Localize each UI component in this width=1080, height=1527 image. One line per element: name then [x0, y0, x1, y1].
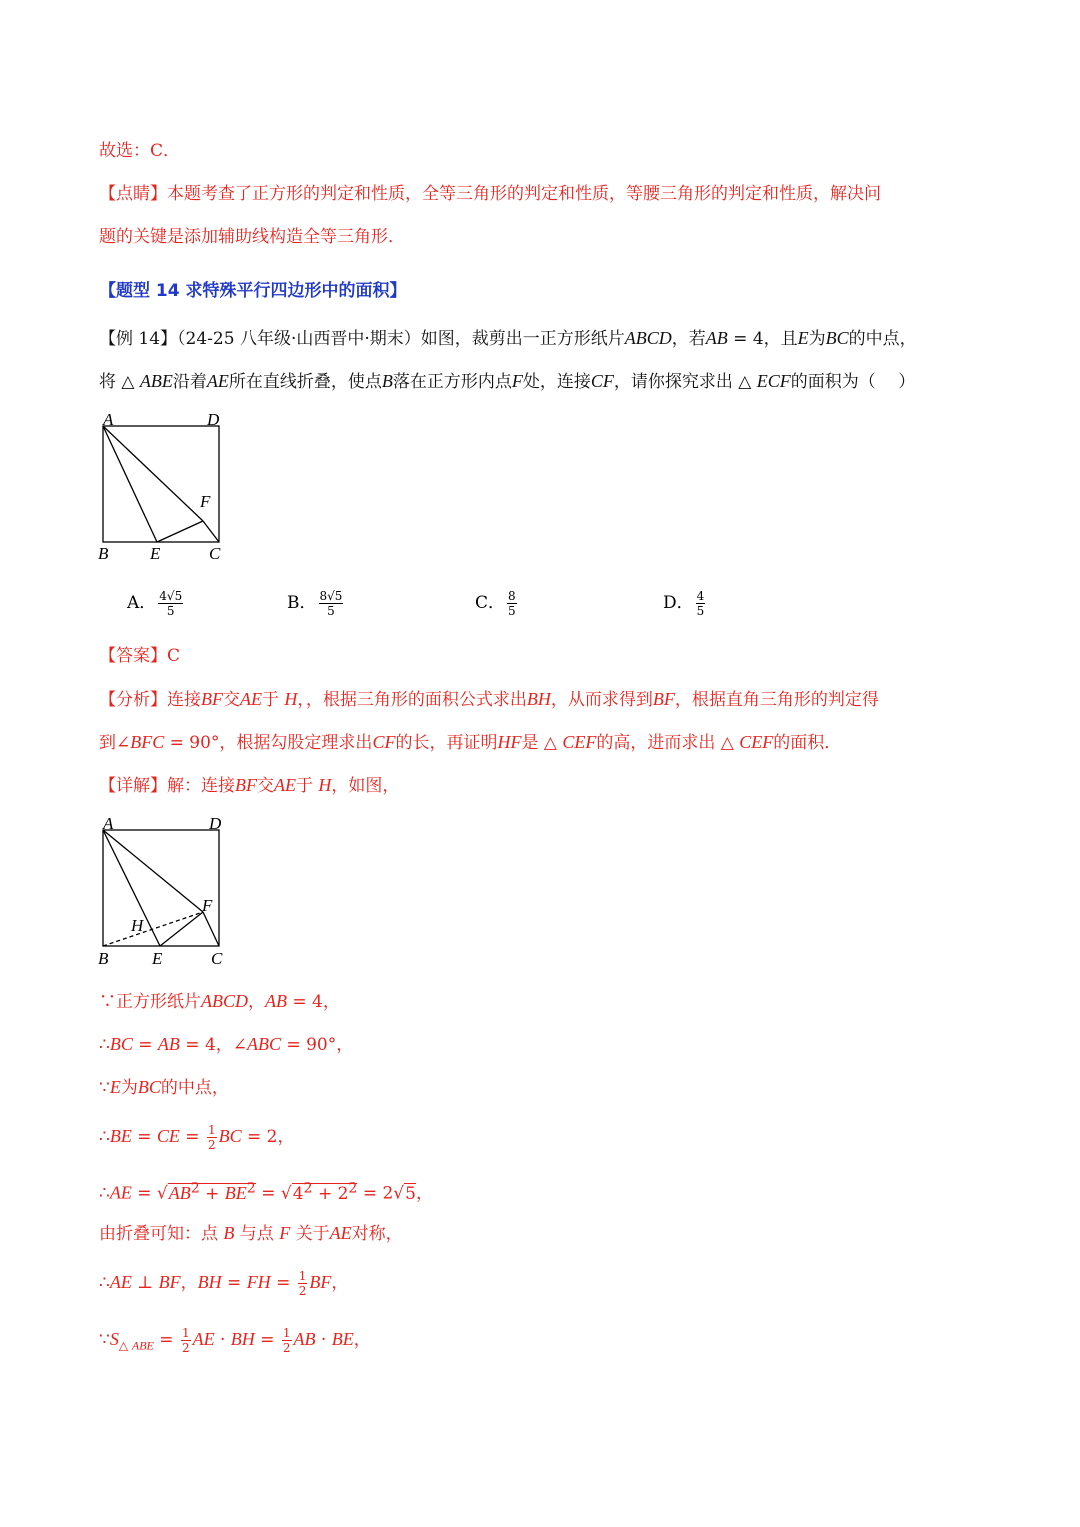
segment-ef [157, 521, 203, 542]
option-c: C． $\frac{8}{5}$ [475, 589, 516, 618]
example-line-1: 【例 14】（24-25 八年级·山西晋中·期末）如图，裁剪出一正方形纸片ABCD，若AB = 4，且E为BC的中点， [99, 328, 917, 349]
figure-square-fold-with-h [92, 812, 232, 970]
option-b: B． $\frac{8√5}{5}$ [287, 589, 343, 618]
label-b-2: B [98, 949, 109, 968]
label-f-2: F [202, 896, 213, 915]
analysis-line-1: 【分析】连接BF交AE于 H，，根据三角形的面积公式求出BH，从而求得到BF，根据直角三角形的判定得 [99, 689, 879, 710]
label-d-2: D [209, 814, 222, 833]
label-d: D [207, 410, 220, 429]
segment-ef-2 [160, 912, 203, 946]
segment-af-2 [103, 830, 203, 912]
analysis-line-2: 到∠BFC = 90°，根据勾股定理求出CF的长，再证明HF是 △ CEF的高，进而求出 △ CEF的面积． [99, 732, 842, 753]
label-e-2: E [152, 949, 163, 968]
figure-square-fold [92, 410, 232, 565]
answer-choice-line: 故选：C． [99, 141, 181, 161]
comment-line-2: 题的关键是添加辅助线构造全等三角形． [99, 227, 405, 247]
step-3: ∵E为BC的中点， [99, 1077, 229, 1098]
step-7: ∴AE ⊥ BF，BH = FH = $\frac{1}{2}$ BF， [99, 1269, 349, 1298]
step-6: 由折叠可知：点 B 与点 F 关于AE对称， [99, 1223, 403, 1244]
label-b: B [98, 544, 109, 563]
answer-line: 【答案】C [99, 646, 181, 666]
segment-ae [103, 426, 157, 542]
label-c: C [209, 544, 221, 563]
segment-bf-dashed [103, 912, 203, 946]
segment-fc-2 [203, 912, 219, 946]
step-4: ∴BE = CE = $\frac{1}{2}$ BC = 2， [99, 1123, 295, 1152]
label-a-2: A [103, 814, 114, 833]
section-heading: 【题型 14 求特殊平行四边形中的面积】 [99, 281, 407, 301]
segment-fc [203, 521, 219, 542]
step-8: $\because S_{\triangle ABE}$ = $\frac{1}{2}$ AE · BH = $\frac{1}{2}$ AB · BE， [99, 1326, 371, 1355]
step-1: ∵正方形纸片ABCD，AB = 4， [99, 991, 340, 1012]
label-e: E [150, 544, 161, 563]
detail-line: 【详解】解：连接BF交AE于 H，如图， [99, 775, 400, 796]
example-line-2: 将 △ ABE沿着AE所在直线折叠，使点B落在正方形内点F处，连接CF，请你探究求出 △ ECF的面积为（ ） [99, 371, 916, 392]
option-a: A． $\frac{4√5}{5}$ [127, 589, 183, 618]
label-h: H [131, 916, 144, 935]
option-d: D． $\frac{4}{5}$ [663, 589, 705, 618]
label-f: F [200, 492, 211, 511]
square-abcd-2 [103, 830, 219, 946]
step-5: ∴AE = $√AB^2 + BE^2 = √4^2 + 2^2 = 2√5$， [99, 1180, 433, 1204]
label-a: A [103, 410, 114, 429]
segment-af [103, 426, 203, 521]
comment-line-1: 【点睛】本题考查了正方形的判定和性质，全等三角形的判定和性质，等腰三角形的判定和性质，解决问 [99, 184, 881, 204]
label-c-2: C [211, 949, 223, 968]
step-2: ∴BC = AB = 4，∠ABC = 90°， [99, 1034, 354, 1055]
